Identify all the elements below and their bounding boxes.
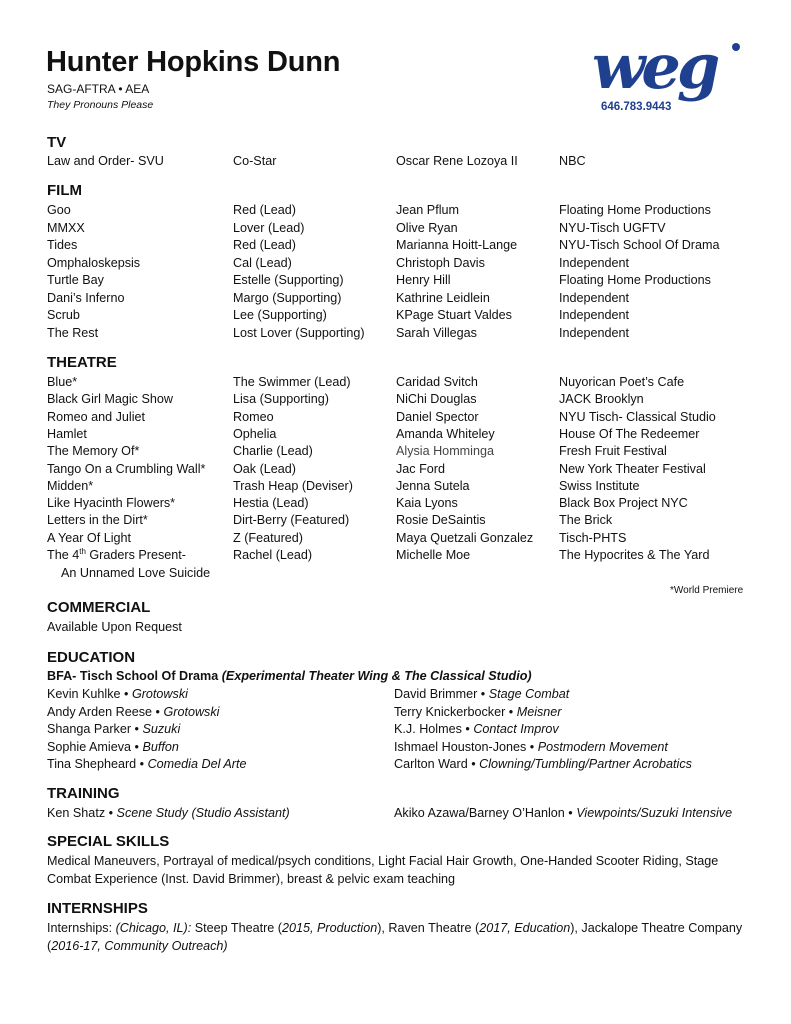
credit-role: Trash Heap (Deviser) bbox=[233, 478, 353, 493]
teacher-entry: Tina Shepheard • Comedia Del Arte bbox=[47, 757, 247, 771]
credit-director: Oscar Rene Lozoya II bbox=[396, 154, 518, 168]
credit-venue: The Hypocrites & The Yard bbox=[559, 548, 710, 562]
credit-role: Lee (Supporting) bbox=[233, 308, 327, 322]
credit-title: MMXX bbox=[47, 220, 85, 235]
credit-row bbox=[0, 479, 791, 497]
credit-director: Rosie DeSaintis bbox=[396, 513, 486, 528]
education-degree: BFA- Tisch School Of Drama (Experimental Theater Wing & The Classical Studio) bbox=[47, 669, 532, 683]
credit-row bbox=[0, 427, 791, 445]
credit-role: Hestia (Lead) bbox=[233, 496, 309, 511]
internships-heading: INTERNSHIPS bbox=[47, 900, 148, 917]
credit-role: Co-Star bbox=[233, 154, 277, 168]
credit-role: Lover (Lead) bbox=[233, 220, 305, 235]
credit-venue: Floating Home Productions bbox=[559, 203, 711, 217]
teacher-name: Kevin Kuhlke bbox=[47, 687, 121, 701]
credit-venue: NYU-Tisch School Of Drama bbox=[559, 238, 720, 252]
credit-role: Red (Lead) bbox=[233, 203, 297, 217]
teacher-entry: Terry Knickerbocker • Meisner bbox=[394, 704, 562, 719]
teacher-name: David Brimmer bbox=[394, 687, 478, 701]
teacher-subject: Stage Combat bbox=[488, 687, 570, 701]
credit-row bbox=[0, 308, 791, 326]
credit-row bbox=[0, 375, 791, 393]
credit-director: Olive Ryan bbox=[396, 220, 458, 235]
credit-director: Henry Hill bbox=[396, 273, 451, 287]
credit-venue: Independent bbox=[559, 325, 630, 340]
training-right: Akiko Azawa/Barney O’Hanlon • Viewpoints/Suzuki Intensive bbox=[394, 806, 733, 820]
commercial-heading: COMMERCIAL bbox=[47, 599, 151, 616]
credit-row bbox=[0, 462, 791, 480]
credit-title: Tango On a Crumbling Wall* bbox=[47, 461, 206, 476]
teacher-name: Carlton Ward bbox=[394, 757, 468, 771]
credit-row bbox=[0, 273, 791, 291]
credit-director: Marianna Hoitt-Lange bbox=[396, 238, 518, 252]
teacher-subject: Meisner bbox=[516, 704, 562, 719]
credit-venue: Black Box Project NYC bbox=[559, 496, 688, 511]
commercial-text: Available Upon Request bbox=[47, 620, 182, 634]
theatre-heading: THEATRE bbox=[47, 354, 117, 371]
credit-venue: NBC bbox=[559, 154, 586, 168]
credit-venue: JACK Brooklyn bbox=[559, 392, 644, 407]
credit-venue: Independent bbox=[559, 255, 630, 270]
credit-title: Tides bbox=[47, 238, 78, 252]
credit-title: A Year Of Light bbox=[47, 530, 132, 545]
credit-role: Ophelia bbox=[233, 426, 277, 441]
credit-row bbox=[0, 531, 791, 549]
tv-heading: TV bbox=[47, 134, 67, 151]
credit-row bbox=[0, 291, 791, 309]
credit-venue: Independent bbox=[559, 308, 630, 322]
credit-row bbox=[0, 238, 791, 256]
credit-role: Cal (Lead) bbox=[233, 255, 292, 270]
credit-venue: Nuyorican Poet’s Cafe bbox=[559, 375, 685, 389]
credit-row bbox=[0, 513, 791, 531]
credit-row bbox=[0, 221, 791, 239]
credit-role: Estelle (Supporting) bbox=[233, 273, 344, 287]
credit-title: Law and Order- SVU bbox=[47, 154, 164, 168]
credit-title-line2: An Unnamed Love Suicide bbox=[61, 566, 211, 580]
credit-role: Margo (Supporting) bbox=[233, 290, 342, 305]
credit-title: The Memory Of* bbox=[47, 444, 140, 459]
credit-role: Rachel (Lead) bbox=[233, 548, 313, 562]
logo-dot bbox=[732, 43, 740, 51]
teacher-entry: Andy Arden Reese • Grotowski bbox=[47, 704, 220, 719]
training-heading: TRAINING bbox=[47, 785, 120, 802]
training-left: Ken Shatz • Scene Study (Studio Assistant) bbox=[47, 806, 290, 820]
credit-role: Oak (Lead) bbox=[233, 461, 296, 476]
credit-role: Lisa (Supporting) bbox=[233, 392, 329, 407]
teacher-subject: Grotowski bbox=[131, 687, 188, 701]
credit-title: Black Girl Magic Show bbox=[47, 392, 173, 407]
agency-logo bbox=[588, 40, 748, 116]
credit-role: Charlie (Lead) bbox=[233, 444, 313, 459]
credit-title: Goo bbox=[47, 203, 71, 217]
credit-venue: New York Theater Festival bbox=[559, 461, 706, 476]
actor-name: Hunter Hopkins Dunn bbox=[46, 46, 341, 78]
teacher-name: K.J. Holmes bbox=[394, 722, 462, 736]
credit-role: Dirt-Berry (Featured) bbox=[233, 513, 350, 528]
teacher-subject: Comedia Del Arte bbox=[147, 757, 247, 771]
credit-director: Maya Quetzali Gonzalez bbox=[396, 530, 534, 545]
film-heading: FILM bbox=[47, 182, 82, 199]
teacher-name: Sophie Amieva bbox=[47, 739, 132, 754]
credit-title: Scrub bbox=[47, 308, 80, 322]
teacher-entry: Shanga Parker • Suzuki bbox=[47, 722, 181, 736]
credit-title: Omphaloskepsis bbox=[47, 255, 141, 270]
credit-director: Sarah Villegas bbox=[396, 325, 477, 340]
credit-role: Red (Lead) bbox=[233, 238, 297, 252]
teacher-name: Shanga Parker bbox=[47, 722, 132, 736]
credit-venue: NYU Tisch- Classical Studio bbox=[559, 409, 716, 424]
teacher-entry: K.J. Holmes • Contact Improv bbox=[394, 722, 559, 736]
credit-title: The 4th Graders Present- bbox=[47, 546, 186, 562]
credit-venue: Floating Home Productions bbox=[559, 273, 711, 287]
teacher-name: Terry Knickerbocker bbox=[394, 704, 506, 719]
credit-role: The Swimmer (Lead) bbox=[233, 375, 351, 389]
skills-text: Medical Maneuvers, Portrayal of medical/psych conditions, Light Facial Hair Growth, One-Handed Scooter Riding, Stage Combat Experience (Inst. David Brimmer), breast & pelvic exam teaching bbox=[47, 854, 719, 886]
credit-director: Caridad Svitch bbox=[396, 375, 478, 389]
teacher-name: Tina Shepheard bbox=[47, 757, 137, 771]
credit-row bbox=[0, 326, 791, 344]
credit-venue: The Brick bbox=[559, 513, 613, 528]
teacher-entry: Carlton Ward • Clowning/Tumbling/Partner Acrobatics bbox=[394, 757, 692, 771]
credit-row bbox=[0, 410, 791, 428]
credit-director: KPage Stuart Valdes bbox=[396, 308, 512, 322]
teacher-subject: Clowning/Tumbling/Partner Acrobatics bbox=[479, 757, 692, 771]
union-affiliations: SAG-AFTRA • AEA bbox=[47, 82, 150, 96]
credit-venue: Independent bbox=[559, 290, 630, 305]
credit-title: The Rest bbox=[47, 325, 99, 340]
credit-row bbox=[0, 392, 791, 410]
teacher-entry: Sophie Amieva • Buffon bbox=[47, 739, 179, 754]
teacher-name: Ishmael Houston-Jones bbox=[394, 739, 527, 754]
credit-role: Lost Lover (Supporting) bbox=[233, 325, 365, 340]
teacher-entry: Ishmael Houston-Jones • Postmodern Movement bbox=[394, 739, 668, 754]
credit-row bbox=[0, 444, 791, 462]
credit-director: Jean Pflum bbox=[396, 203, 459, 217]
credit-row bbox=[0, 154, 791, 172]
credit-role: Z (Featured) bbox=[233, 530, 303, 545]
credit-role: Romeo bbox=[233, 409, 274, 424]
credit-director: Kaia Lyons bbox=[396, 496, 458, 511]
credit-venue: House Of The Redeemer bbox=[559, 426, 700, 441]
credit-title: Like Hyacinth Flowers* bbox=[47, 496, 176, 511]
credit-director: Jac Ford bbox=[396, 461, 445, 476]
credit-title: Turtle Bay bbox=[47, 273, 104, 287]
credit-title: Letters in the Dirt* bbox=[47, 513, 148, 528]
credit-director: Amanda Whiteley bbox=[396, 426, 495, 441]
teacher-subject: Suzuki bbox=[142, 722, 181, 736]
credit-director: Christoph Davis bbox=[396, 255, 485, 270]
credit-title: Dani’s Inferno bbox=[47, 290, 125, 305]
credit-venue: Swiss Institute bbox=[559, 478, 640, 493]
weg-logo-graphic bbox=[588, 40, 748, 116]
theatre-row-last bbox=[0, 548, 791, 566]
agency-phone: 646.783.9443 bbox=[601, 101, 672, 113]
credit-row bbox=[0, 496, 791, 514]
teacher-subject: Grotowski bbox=[163, 704, 220, 719]
credit-venue: Fresh Fruit Festival bbox=[559, 444, 667, 459]
credit-title: Romeo and Juliet bbox=[47, 409, 146, 424]
credit-director: Jenna Sutela bbox=[396, 478, 470, 493]
teacher-entry: Kevin Kuhlke • Grotowski bbox=[47, 687, 188, 701]
teacher-subject: Postmodern Movement bbox=[537, 739, 668, 754]
credit-title: Hamlet bbox=[47, 426, 87, 441]
world-premiere-note: *World Premiere bbox=[670, 585, 744, 596]
credit-row bbox=[0, 256, 791, 274]
credit-director: Michelle Moe bbox=[396, 548, 471, 562]
teacher-subject: Buffon bbox=[142, 739, 179, 754]
credit-venue: NYU-Tisch UGFTV bbox=[559, 220, 666, 235]
logo-wordmark: weg bbox=[592, 40, 717, 103]
internships-text: Internships: (Chicago, IL): Steep Theatre (2015, Production), Raven Theatre (2017, Education), Jackalope Theatre Company (2016-17, Community Outreach) bbox=[47, 921, 743, 953]
teacher-entry: David Brimmer • Stage Combat bbox=[394, 687, 570, 701]
credit-title: Midden* bbox=[47, 478, 94, 493]
credit-director: Daniel Spector bbox=[396, 409, 479, 424]
teacher-subject: Contact Improv bbox=[473, 722, 559, 736]
teacher-name: Andy Arden Reese bbox=[47, 704, 153, 719]
credit-row bbox=[0, 203, 791, 221]
skills-heading: SPECIAL SKILLS bbox=[47, 833, 170, 850]
credit-title: Blue* bbox=[47, 375, 78, 389]
credit-director: Alysia Homminga bbox=[396, 444, 494, 459]
education-heading: EDUCATION bbox=[47, 649, 136, 666]
credit-director: Kathrine Leidlein bbox=[396, 290, 490, 305]
credit-venue: Tisch-PHTS bbox=[559, 530, 627, 545]
credit-director: NiChi Douglas bbox=[396, 392, 477, 407]
pronouns: They Pronouns Please bbox=[47, 99, 154, 111]
